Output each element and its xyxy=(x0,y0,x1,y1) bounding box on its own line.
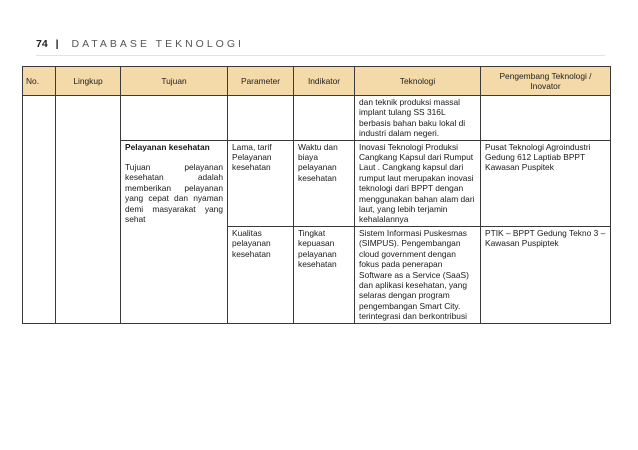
col-header-pengembang: Pengembang Teknologi / Inovator xyxy=(481,67,611,96)
cell-teknologi: Inovasi Teknologi Produksi Cangkang Kapsul dari Rumput Laut . Cangkang kapsul dari rumput laut merupakan inovasi teknologi dari BPPT dengan menggunakan bahan alam dari laut, yang lebih terjamin kehalalannya xyxy=(355,140,481,226)
cell-pengembang-empty xyxy=(481,96,611,141)
cell-tujuan xyxy=(121,140,228,323)
page-header xyxy=(36,38,244,50)
cell-indikator-empty xyxy=(294,96,355,141)
header-separator: | xyxy=(55,38,62,50)
cell-pengembang: Pusat Teknologi Agroindustri Gedung 612 Laptiab BPPT Kawasan Puspitek xyxy=(481,140,611,226)
cell-no xyxy=(23,96,56,324)
cell-tujuan-empty xyxy=(121,96,228,141)
cell-indikator: Tingkat kepuasan pelayanan kesehatan xyxy=(294,226,355,323)
cell-parameter: Lama, tarif Pelayanan kesehatan xyxy=(228,140,294,226)
technology-table xyxy=(22,66,611,324)
col-header-no: No. xyxy=(23,67,56,96)
cell-indikator: Waktu dan biaya pelayanan kesehatan xyxy=(294,140,355,226)
col-header-parameter: Parameter xyxy=(228,67,294,96)
document-title: DATABASE TEKNOLOGI xyxy=(71,38,244,50)
col-header-teknologi: Teknologi xyxy=(355,67,481,96)
tujuan-description: Tujuan pelayanan kesehatan adalah memberikan pelayanan yang cepat dan nyaman demi masyarakat yang sehat xyxy=(125,162,223,225)
cell-pengembang: PTIK – BPPT Gedung Tekno 3 – Kawasan Puspiptek xyxy=(481,226,611,323)
table-row xyxy=(23,96,611,141)
table-header-row xyxy=(23,67,611,96)
tujuan-title: Pelayanan kesehatan xyxy=(125,141,210,152)
cell-parameter-empty xyxy=(228,96,294,141)
page-number: 74 xyxy=(36,38,48,50)
cell-teknologi: Sistem Informasi Puskesmas (SIMPUS). Pengembangan cloud government dengan fokus pada penerapan Software as a Service (SaaS) dan aplikasi kesehatan, yang selaras dengan program pengembangan Smart City. terintegrasi dan berkontribusi xyxy=(355,226,481,323)
cell-teknologi: dan teknik produksi massal implant tulang SS 316L berbasis bahan baku lokal di industri dalam negeri. xyxy=(355,96,481,141)
cell-parameter: Kualitas pelayanan kesehatan xyxy=(228,226,294,323)
col-header-lingkup: Lingkup xyxy=(56,67,121,96)
col-header-tujuan: Tujuan xyxy=(121,67,228,96)
header-rule xyxy=(36,55,605,56)
cell-lingkup xyxy=(56,96,121,324)
col-header-indikator: Indikator xyxy=(294,67,355,96)
